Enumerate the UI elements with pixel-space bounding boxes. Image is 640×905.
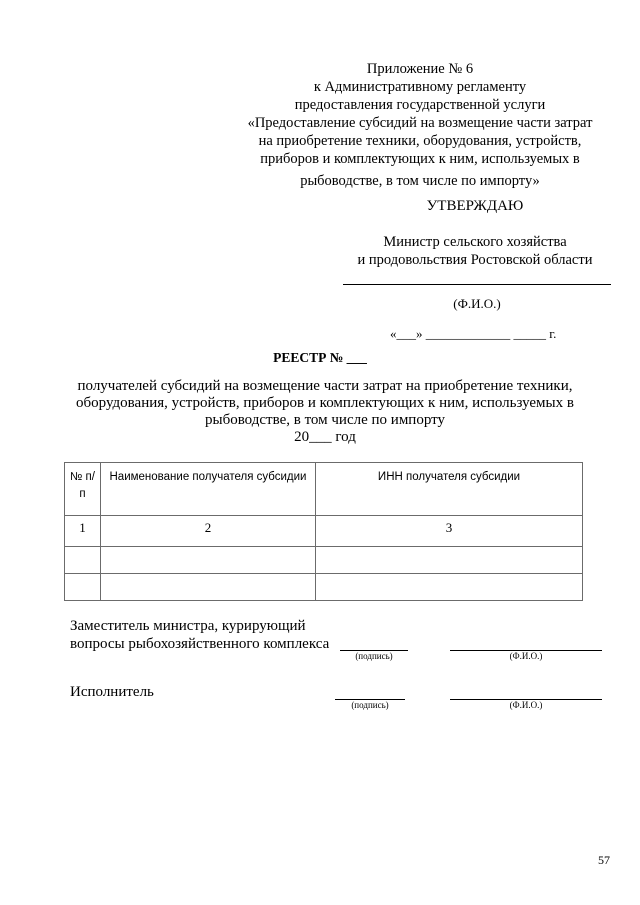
registry-table [64, 462, 583, 601]
registry-year: 20___ год [294, 429, 356, 445]
table-numbering-row [65, 516, 583, 547]
approval-line: Министр сельского хозяйства [383, 234, 567, 250]
table-row [65, 574, 583, 601]
approval-title: УТВЕРЖДАЮ [426, 198, 524, 214]
table-cell [101, 547, 316, 574]
table-cell [316, 574, 583, 601]
registry-subtitle-line: оборудования, устройств, приборов и комплектующих к ним, используемых в [76, 395, 574, 411]
executor-fio-caption: (Ф.И.О.) [509, 700, 543, 710]
deputy-fio-caption: (Ф.И.О.) [509, 651, 543, 661]
table-row [65, 547, 583, 574]
table-header-row [65, 463, 583, 516]
column-number-2: 2 [101, 516, 316, 547]
appendix-line: к Административному регламенту [313, 79, 527, 95]
column-number-3: 3 [316, 516, 583, 547]
approval-date: «___» _____________ _____ г. [390, 326, 557, 341]
appendix-line: рыбоводстве, в том числе по импорту» [300, 173, 540, 189]
table-cell [65, 574, 101, 601]
executor-label: Исполнитель [70, 684, 154, 700]
deputy-line: Заместитель министра, курирующий [70, 618, 306, 634]
appendix-line: «Предоставление субсидий на возмещение части затрат [247, 115, 593, 131]
column-number-1: 1 [65, 516, 101, 547]
appendix-line: Приложение № 6 [366, 61, 474, 77]
approval-line: и продовольствия Ростовской области [357, 252, 593, 268]
header-inn: ИНН получателя субсидии [316, 463, 583, 516]
approval-signature-line [343, 284, 611, 285]
approval-fio-caption: (Ф.И.О.) [453, 296, 501, 311]
deputy-minister-label [70, 617, 329, 653]
header-number: № п/п [65, 463, 101, 516]
deputy-signature-caption: (подпись) [355, 651, 393, 661]
header-recipient-name: Наименование получателя субсидии [101, 463, 316, 516]
deputy-line: вопросы рыбохозяйственного комплекса [70, 636, 330, 652]
executor-signature-caption: (подпись) [351, 700, 389, 710]
registry-title: РЕЕСТР № ___ [273, 350, 367, 365]
approval-position [340, 233, 610, 269]
table-cell [316, 547, 583, 574]
appendix-line: предоставления государственной услуги [294, 97, 546, 113]
table-cell [65, 547, 101, 574]
appendix-line: приборов и комплектующих к ним, используемых в [260, 151, 580, 167]
table-cell [101, 574, 316, 601]
page-number: 57 [598, 853, 610, 867]
appendix-header [230, 60, 610, 190]
registry-subtitle [55, 378, 595, 446]
appendix-line: на приобретение техники, оборудования, устройств, [258, 133, 582, 149]
registry-subtitle-line: получателей субсидий на возмещение части затрат на приобретение техники, [77, 378, 573, 394]
registry-subtitle-line: рыбоводстве, в том числе по импорту [204, 412, 445, 428]
